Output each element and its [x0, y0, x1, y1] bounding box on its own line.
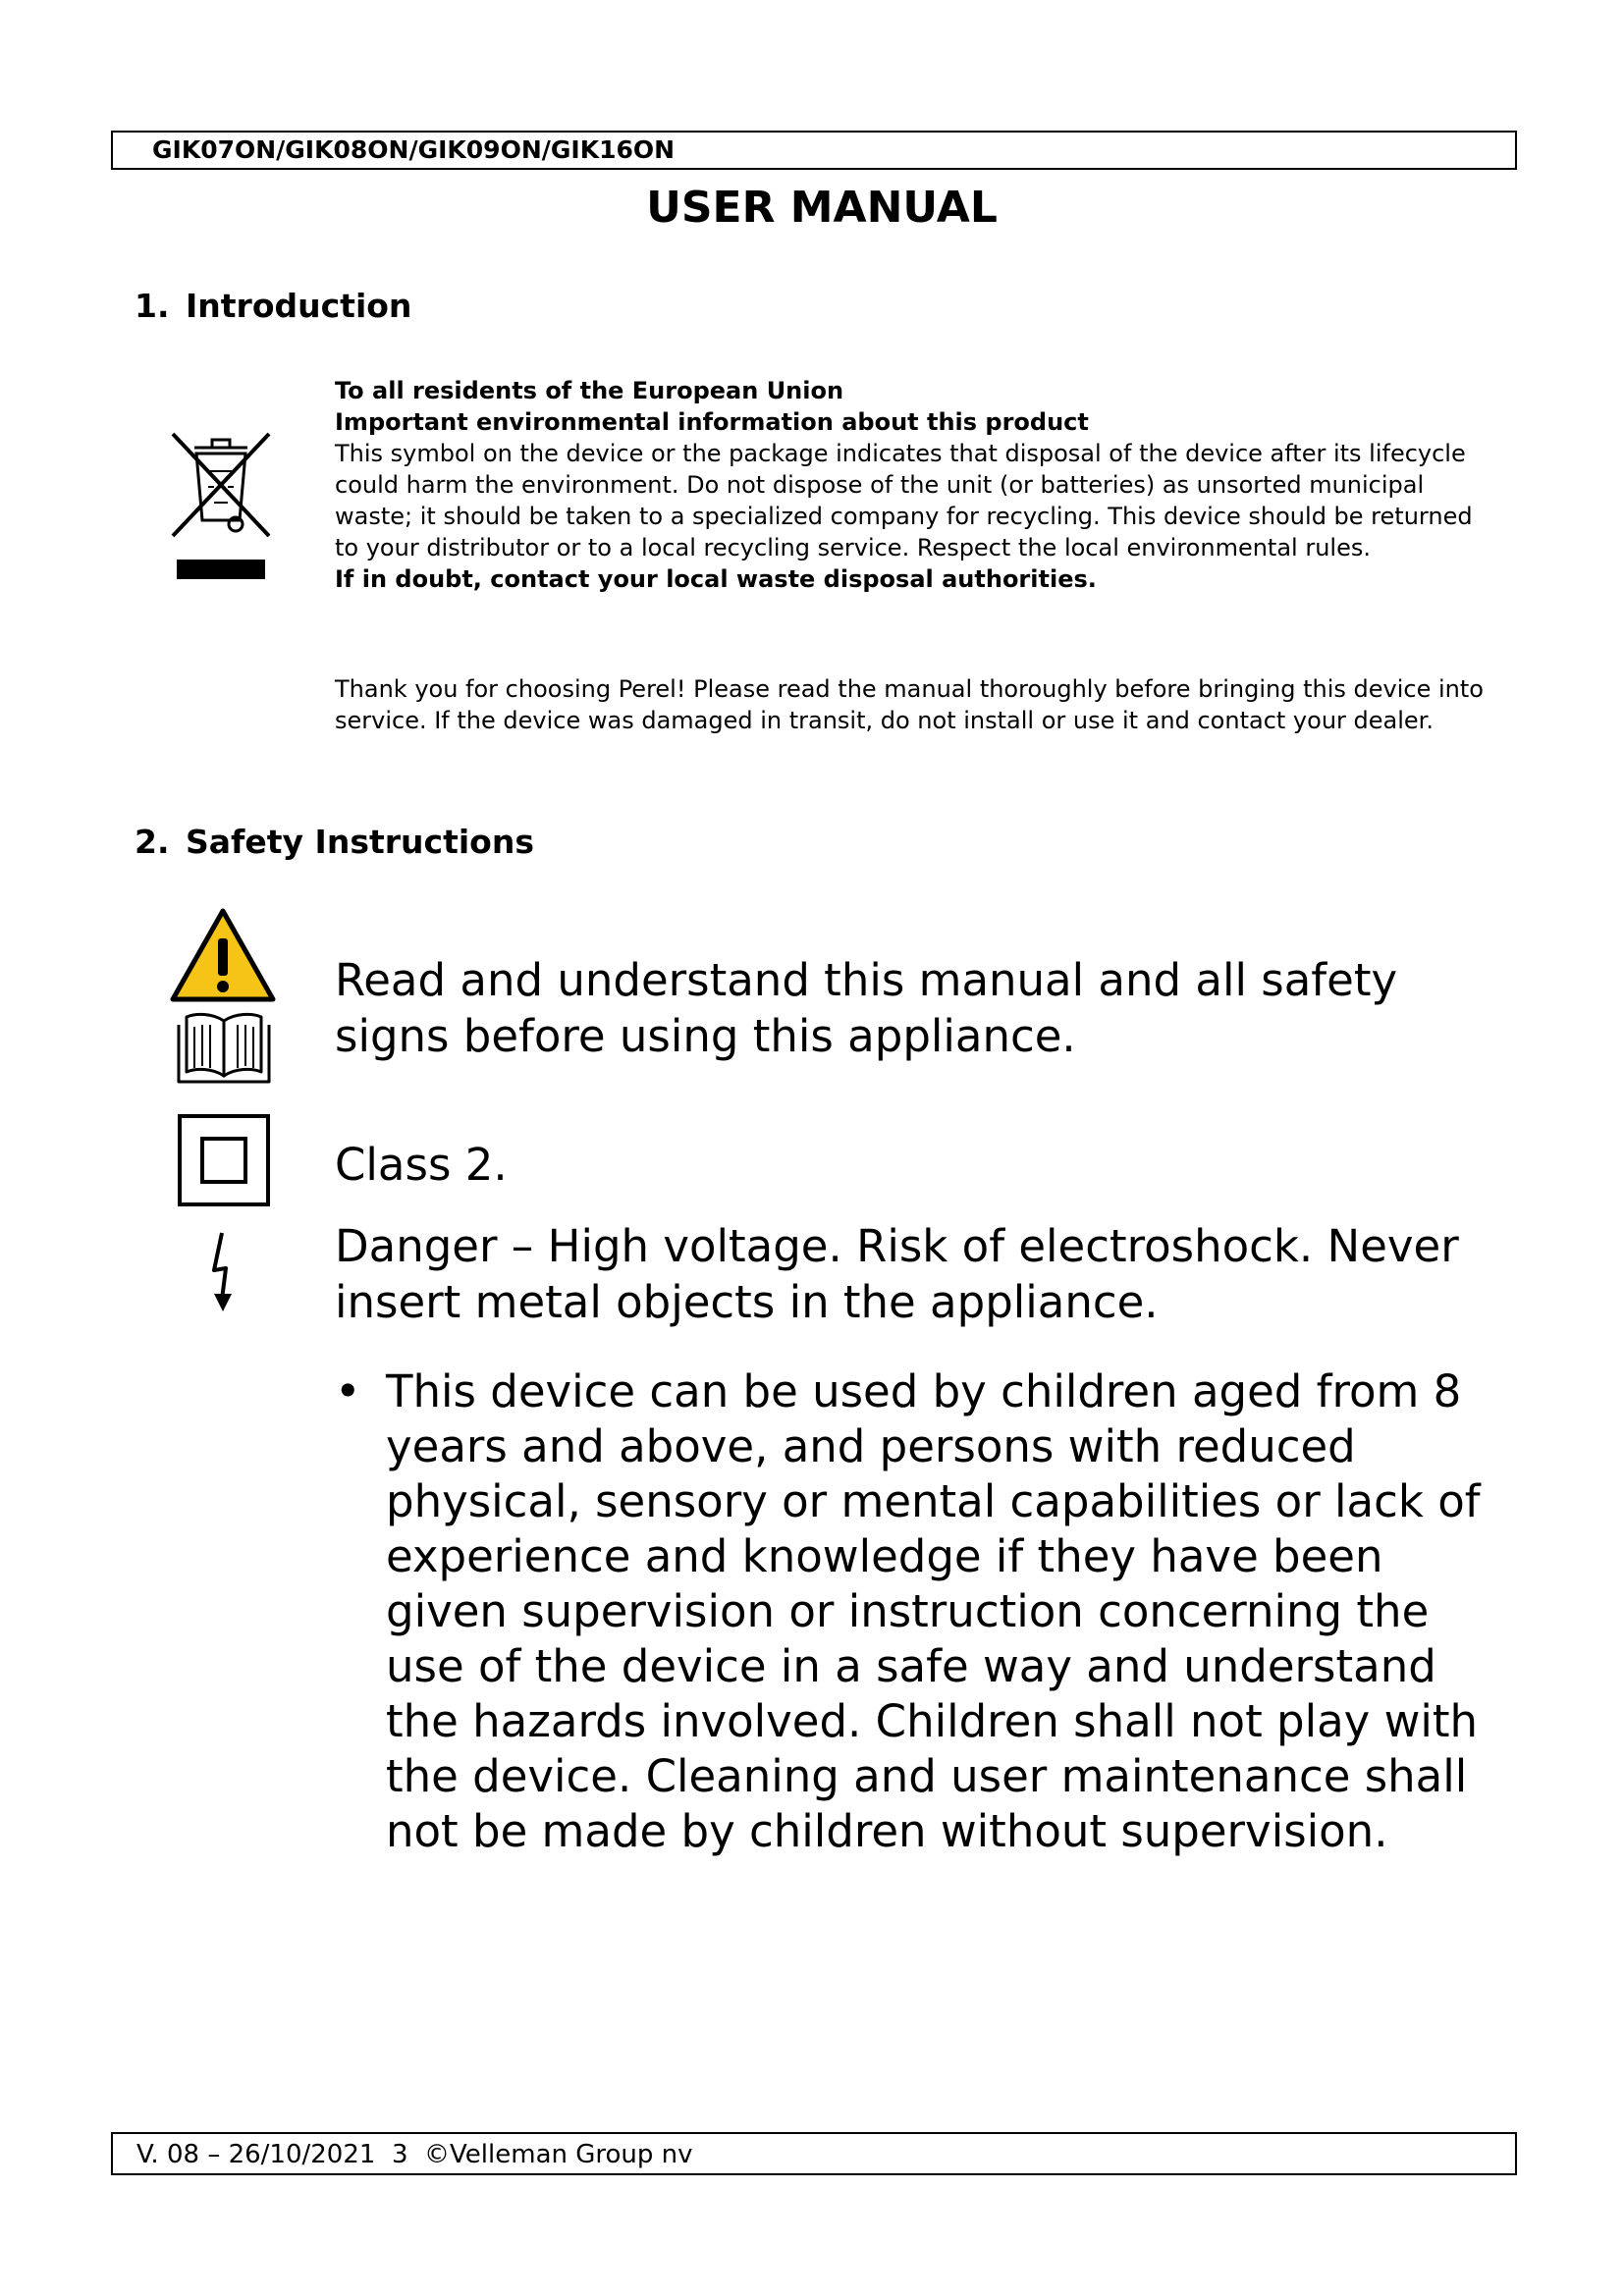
section-heading-safety: [135, 823, 534, 861]
document-title: USER MANUAL: [646, 183, 998, 233]
model-codes: GIK07ON/GIK08ON/GIK09ON/GIK16ON: [152, 135, 676, 164]
read-manual-text: Read and understand this manual and all safety signs before using this appliance.: [335, 954, 1398, 1062]
section-number: 1.: [135, 287, 170, 325]
environment-info-closing: If in doubt, contact your local waste disposal authorities.: [335, 565, 1097, 593]
section-title: Safety Instructions: [186, 823, 534, 861]
children-supervision-text: This device can be used by children aged from 8 years and above, and persons with reduced physical, sensory or mental capabilities or lack of experience and knowledge if they have been given supervision or instruction concerning the use of the device in a safe way and understand the hazards involved. Children shall not play with the device. Cleaning and user maintenance shall not be made by children without supervision.: [386, 1365, 1481, 1857]
warning-triangle-icon: [169, 907, 277, 1003]
safety-bullet-list: [335, 1364, 1513, 1859]
safety-read-manual: [335, 952, 1513, 1064]
crossed-out-wheelie-bin-icon: [165, 426, 277, 583]
danger-text: Danger – High voltage. Risk of electroshock. Never insert metal objects in the appliance.: [335, 1220, 1459, 1328]
environment-info-heading: Important environmental information about this product: [335, 408, 1089, 436]
footer-text: V. 08 – 26/10/2021 3 ©Velleman Group nv: [136, 2140, 693, 2169]
bullet-dot: •: [335, 1365, 361, 1417]
header-box: [111, 131, 1517, 170]
list-item: [335, 1364, 1513, 1859]
section-title: Introduction: [186, 287, 412, 325]
double-square-class2-icon: [177, 1113, 271, 1207]
thank-you-text: Thank you for choosing Perel! Please read the manual thoroughly before bringing this device into service. If the device was damaged in transit, do not install or use it and contact your dealer.: [335, 675, 1484, 734]
environment-info: [335, 375, 1493, 595]
safety-class2: [335, 1137, 1513, 1193]
thank-you-paragraph: [335, 673, 1493, 736]
section-number: 2.: [135, 823, 170, 861]
environment-info-body: This symbol on the device or the package indicates that disposal of the device after its lifecycle could harm the environment. Do not dispose of the unit (or batteries) as unsorted municipal waste; it should be taken to a specialized company for recycling. This device should be returned to your distributor or to a local recycling service. Respect the local environmental rules.: [335, 440, 1473, 561]
open-book-icon: [175, 1007, 273, 1086]
section-heading-introduction: [135, 287, 411, 325]
footer-box: [111, 2132, 1517, 2175]
class2-text: Class 2.: [335, 1139, 508, 1191]
lightning-bolt-icon: [210, 1231, 240, 1313]
eu-residents-heading: To all residents of the European Union: [335, 377, 844, 404]
safety-danger: [335, 1218, 1513, 1330]
